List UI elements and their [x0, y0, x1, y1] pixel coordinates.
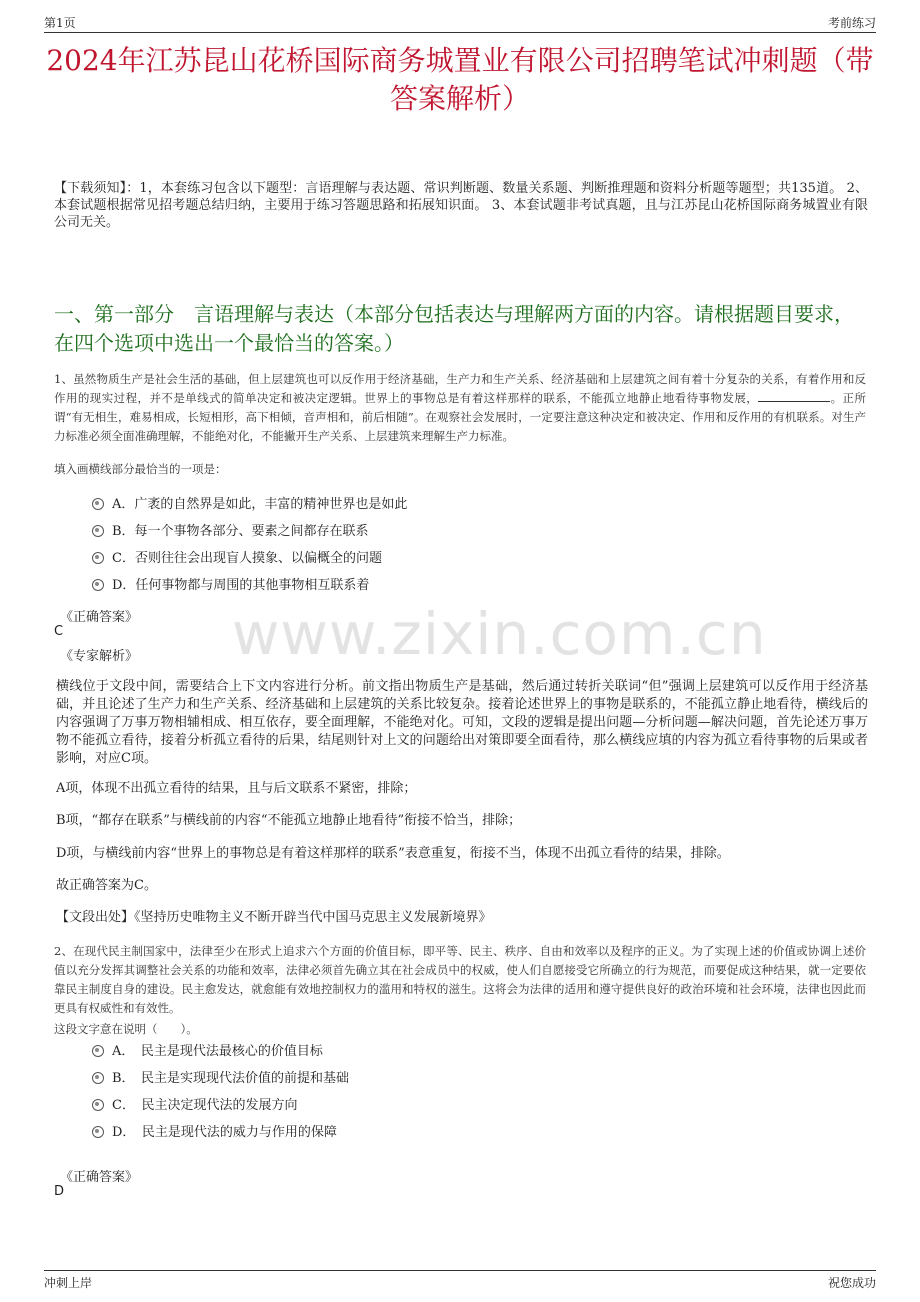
- radio-icon[interactable]: [92, 1045, 104, 1057]
- q2-option-b[interactable]: [92, 1070, 349, 1088]
- watermark: www.zixin.com.cn: [232, 600, 767, 668]
- radio-icon[interactable]: [92, 1072, 104, 1084]
- answer-label: 《正确答案》: [60, 610, 139, 625]
- option-text: C．否则往往会出现盲人摸象、以偏概全的问题: [112, 551, 382, 566]
- q1-option-d[interactable]: [92, 577, 369, 595]
- radio-icon[interactable]: [92, 498, 104, 510]
- q1-option-a[interactable]: [92, 496, 407, 514]
- q2-option-c[interactable]: [92, 1097, 297, 1115]
- q2-option-d[interactable]: [92, 1124, 337, 1142]
- answer-label: 《正确答案》: [60, 1170, 139, 1185]
- option-text: C． 民主决定现代法的发展方向: [112, 1098, 298, 1113]
- q1-option-b[interactable]: [92, 523, 369, 541]
- analysis-option-a: A项，体现不出孤立看待的结果，且与后文联系不紧密，排除；: [56, 781, 417, 796]
- answer-value: C: [54, 624, 64, 639]
- footer-left-text: 冲刺上岸: [44, 1276, 93, 1290]
- analysis-option-b: B项，“都存在联系”与横线前的内容“不能孤立地静止地看待”衔接不恰当，排除；: [56, 813, 522, 828]
- option-text: D．任何事物都与周围的其他事物相互联系着: [112, 578, 370, 593]
- analysis-option-d: D项，与横线前内容“世界上的事物总是有着这样那样的联系”表意重复，衔接不当，体现不出孤立看待的结果，排除。: [56, 846, 730, 861]
- q2-option-a[interactable]: [92, 1043, 323, 1061]
- option-text: B． 民主是实现现代法价值的前提和基础: [112, 1071, 350, 1086]
- page-footer: [44, 1270, 876, 1293]
- option-text: B．每一个事物各部分、要素之间都存在联系: [112, 524, 369, 539]
- radio-icon[interactable]: [92, 552, 104, 564]
- analysis-conclusion: 故正确答案为C。: [56, 878, 157, 893]
- page-header: [44, 10, 876, 33]
- radio-icon[interactable]: [92, 1126, 104, 1138]
- option-text: D． 民主是现代法的威力与作用的保障: [112, 1125, 337, 1140]
- option-text: A．广袤的自然界是如此，丰富的精神世界也是如此: [112, 497, 408, 512]
- analysis-label: 《专家解析》: [60, 649, 139, 664]
- analysis-paragraph: 横线位于文段中间，需要结合上下文内容进行分析。前文指出物质生产是基础，然后通过转折关联词“但”强调上层建筑可以反作用于经济基础，并且论述了生产力和生产关系、经济基础和上层建筑的关系比较复杂。接着论述世界上的事物是联系的，不能孤立静止地看待，横线后的内容强调了万事万物相辅相成、相互依存，要全面理解，不能绝对化。可知，文段的逻辑是提出问题—分析问题—解决问题，首先论述万事万物不能孤立看待，接着分析孤立看待的后果，结尾则针对上文的问题给出对策即要全面看待，那么横线应填的内容为孤立看待事物的后果或者影响，对应C项。: [56, 679, 868, 766]
- radio-icon[interactable]: [92, 525, 104, 537]
- page-title: 2024年江苏昆山花桥国际商务城置业有限公司招聘笔试冲刺题（带答案解析）: [46, 44, 874, 115]
- answer-value: D: [54, 1184, 65, 1199]
- page-number: 第1页: [44, 16, 76, 30]
- section-heading: 一、第一部分 言语理解与表达（本部分包括表达与理解两方面的内容。请根据题目要求，在四个选项中选出一个最恰当的答案。）: [54, 302, 854, 355]
- radio-icon[interactable]: [92, 1099, 104, 1111]
- question-2-stem: 2、在现代民主制国家中，法律至少在形式上追求六个方面的价值目标，即平等、民主、秩序、自由和效率以及程序的正义。为了实现上述的价值或协调上述价值以充分发挥其调整社会关系的功能和效率，法律必须首先确立其在社会成员中的权威，使人们自愿接受它所确立的行为规范，而要促成这种结果，就一定要依靠民主制度自身的建设。民主愈发达，就愈能有效地控制权力的滥用和特权的滋生。这将会为法律的适用和遵守提供良好的政治环境和社会环境，法律也因此而更具有权威性和有效性。: [54, 944, 866, 1015]
- question-1-stem-part-a: 1、虽然物质生产是社会生活的基础，但上层建筑也可以反作用于经济基础，生产力和生产关系、经济基础和上层建筑之间有着十分复杂的关系，有着作用和反作用的现实过程，并不是单线式的简单决定和被决定逻辑。世界上的事物总是有着这样那样的联系，不能孤立地静止地看待事物发展，: [54, 372, 866, 405]
- option-text: A． 民主是现代法最核心的价值目标: [112, 1044, 323, 1059]
- question-1-prompt: 填入画横线部分最恰当的一项是：: [54, 462, 227, 476]
- text-source: 【文段出处】《坚持历史唯物主义不断开辟当代中国马克思主义发展新境界》: [56, 910, 492, 925]
- header-tag: 考前练习: [827, 16, 876, 30]
- radio-icon[interactable]: [92, 579, 104, 591]
- footer-right-text: 祝您成功: [827, 1276, 876, 1290]
- q1-option-c[interactable]: [92, 550, 382, 568]
- question-1-stem: [54, 370, 866, 446]
- question-2-prompt: 这段文字意在说明（ ）。: [54, 1022, 198, 1036]
- download-notice: 【下载须知】：1，本套练习包含以下题型：言语理解与表达题、常识判断题、数量关系题、判断推理题和资料分析题等题型；共135道。 2、本套试题根据常见招考题总结归纳，主要用于练习答题思路和拓展知识面。 3、本套试题非考试真题，且与江苏昆山花桥国际商务城置业有限公司无关。: [54, 181, 868, 230]
- question-1-stem-part-b: 。正所谓“有无相生，难易相成，长短相形，高下相倾，音声相和，前后相随”。在观察社会发展时，一定要注意这种决定和被决定、作用和反作用的有机联系。对生产力标准必须全面准确理解，不能绝对化，不能撇开生产关系、上层建筑来理解生产力标准。: [54, 391, 866, 443]
- fill-blank: [758, 389, 830, 402]
